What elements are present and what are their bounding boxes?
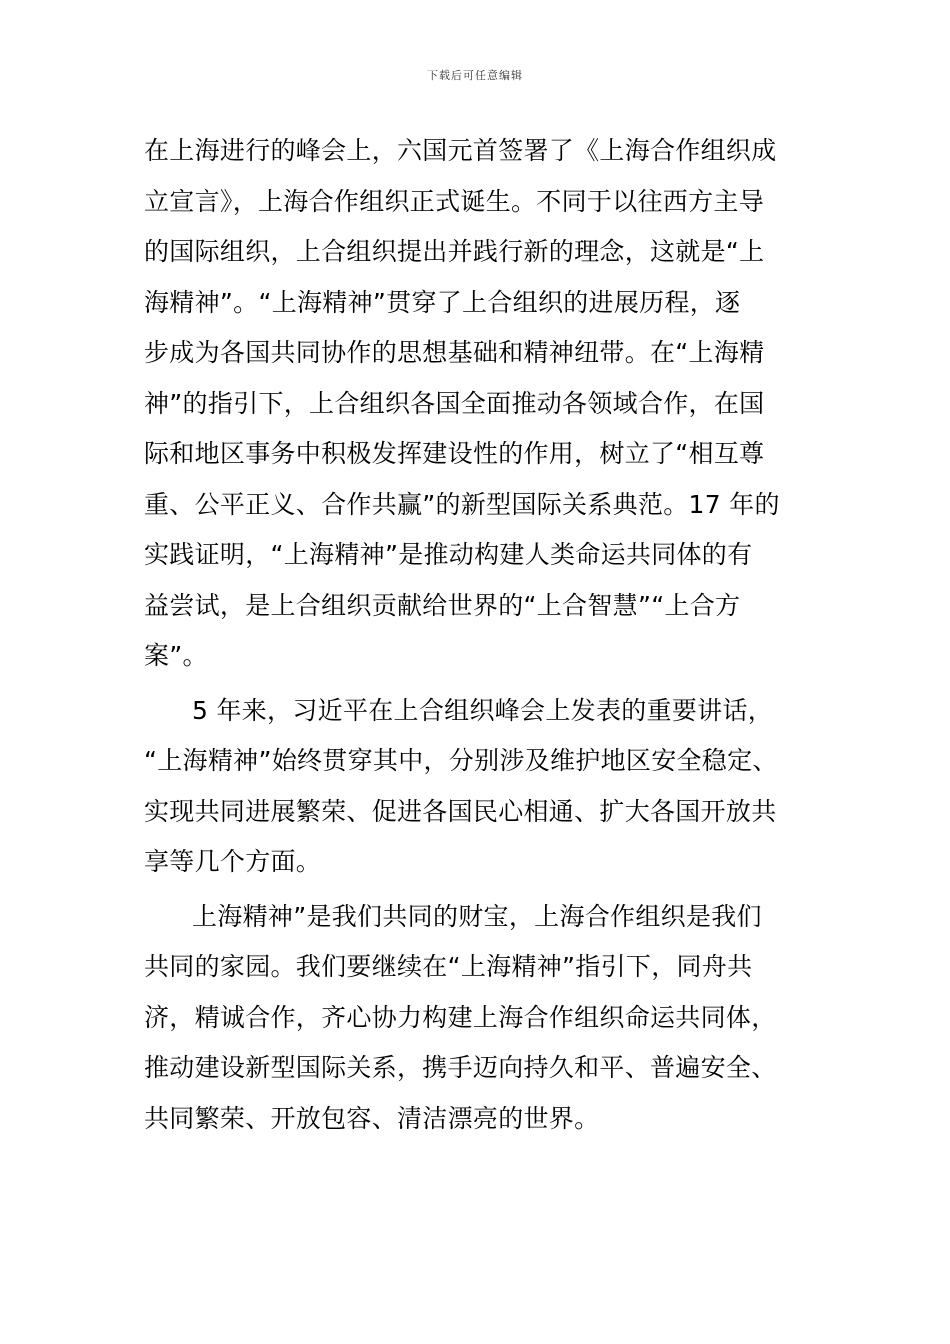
paragraph-1 [144, 126, 814, 682]
text-line: 在上海进行的峰会上，六国元首签署了《上海合作组织成 [144, 136, 777, 165]
text-line: 推动建设新型国际关系，携手迈向持久和平、普遍安全、 [144, 1053, 777, 1082]
text-line: 上海精神”是我们共同的财宝，上海合作组织是我们 [192, 901, 762, 931]
text-line: 案”。 [144, 641, 208, 670]
text-line: 济，精诚合作，齐心协力构建上海合作组织命运共同体， [144, 1002, 777, 1032]
text-line: 共同的家园。我们要继续在“上海精神”指引下，同舟共 [144, 952, 753, 981]
text-line: 实现共同进展繁荣、促进各国民心相通、扩大各国开放共 [144, 796, 777, 826]
text-line: 享等几个方面。 [144, 847, 322, 876]
text-line: 步成为各国共同协作的思想基础和精神纽带。在“上海精 [144, 338, 765, 367]
text-line: 重、公平正义、合作共赢”的新型国际关系典范。17 年的 [144, 489, 780, 519]
text-line: 的国际组织，上合组织提出并践行新的理念，这就是“上 [144, 237, 765, 266]
text-line: 5 年来，习近平在上合组织峰会上发表的重要讲话， [192, 695, 774, 725]
text-line: “上海精神”始终贯穿其中，分别涉及维护地区安全稳定、 [144, 746, 778, 775]
text-line: 实践证明，“上海精神”是推动构建人类命运共同体的有 [144, 540, 753, 569]
document-body [144, 126, 814, 1144]
text-line: 海精神”。“上海精神”贯穿了上合组织的进展历程，逐 [144, 287, 741, 317]
text-line: 立宣言》，上海合作组织正式诞生。不同于以往西方主导 [144, 186, 765, 216]
paragraph-3 [144, 892, 814, 1145]
text-line: 益尝试，是上合组织贡献给世界的“上合智慧”“上合方 [144, 590, 741, 620]
text-line: 神”的指引下，上合组织各国全面推动各领域合作，在国 [144, 388, 765, 418]
text-line: 共同繁荣、开放包容、清洁漂亮的世界。 [144, 1103, 600, 1133]
paragraph-2 [144, 686, 814, 888]
text-line: 际和地区事务中积极发挥建设性的作用，树立了“相互尊 [144, 439, 765, 468]
page-header: 下载后可任意编辑 [427, 69, 523, 82]
